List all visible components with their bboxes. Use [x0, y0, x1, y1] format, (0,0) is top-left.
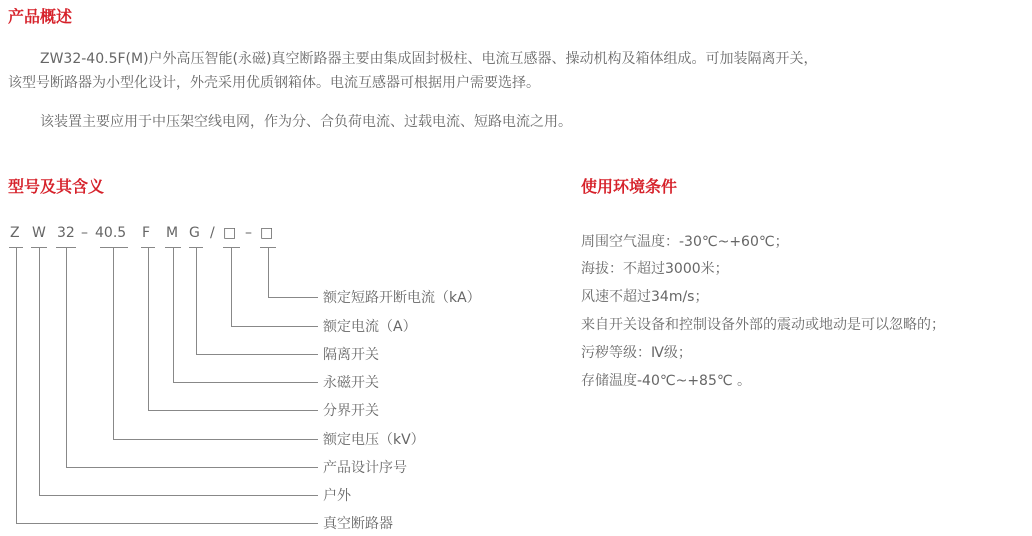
- code-char: Z: [10, 225, 20, 241]
- environment-item: 风速不超过34m/s；: [581, 289, 709, 305]
- code-char: 32: [57, 225, 75, 241]
- code-char: /: [210, 225, 215, 241]
- environment-item: 污秽等级：Ⅳ级；: [581, 345, 692, 361]
- model-label: 真空断路器: [323, 516, 393, 532]
- environment-item: 存储温度-40℃~+85℃ 。: [581, 373, 752, 389]
- code-char: G: [189, 225, 200, 241]
- model-label: 额定电压（kV）: [323, 432, 425, 448]
- overview-heading: 产品概述: [8, 7, 73, 26]
- model-label: 额定短路开断电流（kA）: [323, 290, 481, 306]
- model-label: 隔离开关: [323, 347, 379, 363]
- model-label: 分界开关: [323, 403, 379, 419]
- overview-paragraph-1-line-1: ZW32-40.5F(M)户外高压智能(永磁)真空断路器主要由集成固封极柱、电流互感器、操动机构及箱体组成。可加装隔离开关，: [40, 51, 818, 67]
- environment-heading: 使用环境条件: [581, 177, 678, 196]
- code-char: –: [81, 225, 88, 241]
- code-char: 40.5: [95, 225, 127, 241]
- model-label: 产品设计序号: [323, 460, 407, 476]
- code-char: F: [142, 225, 151, 241]
- environment-item: 周围空气温度：-30℃~+60℃；: [581, 234, 789, 250]
- code-char: □: [260, 225, 274, 241]
- model-heading: 型号及其含义: [8, 177, 105, 196]
- model-label: 额定电流（A）: [323, 319, 417, 335]
- overview-paragraph-2: 该装置主要应用于中压架空线电网，作为分、合负荷电流、过载电流、短路电流之用。: [40, 114, 572, 130]
- code-char: –: [245, 225, 252, 241]
- environment-item: 海拔：不超过3000米；: [581, 261, 729, 277]
- model-label: 户外: [323, 488, 351, 504]
- model-label: 永磁开关: [323, 375, 379, 391]
- code-char: □: [223, 225, 237, 241]
- code-char: M: [166, 225, 179, 241]
- code-char: W: [32, 225, 46, 241]
- environment-item: 来自开关设备和控制设备外部的震动或地动是可以忽略的；: [581, 317, 945, 333]
- overview-paragraph-1-line-2: 该型号断路器为小型化设计，外壳采用优质钢箱体。电流互感器可根据用户需要选择。: [8, 75, 540, 91]
